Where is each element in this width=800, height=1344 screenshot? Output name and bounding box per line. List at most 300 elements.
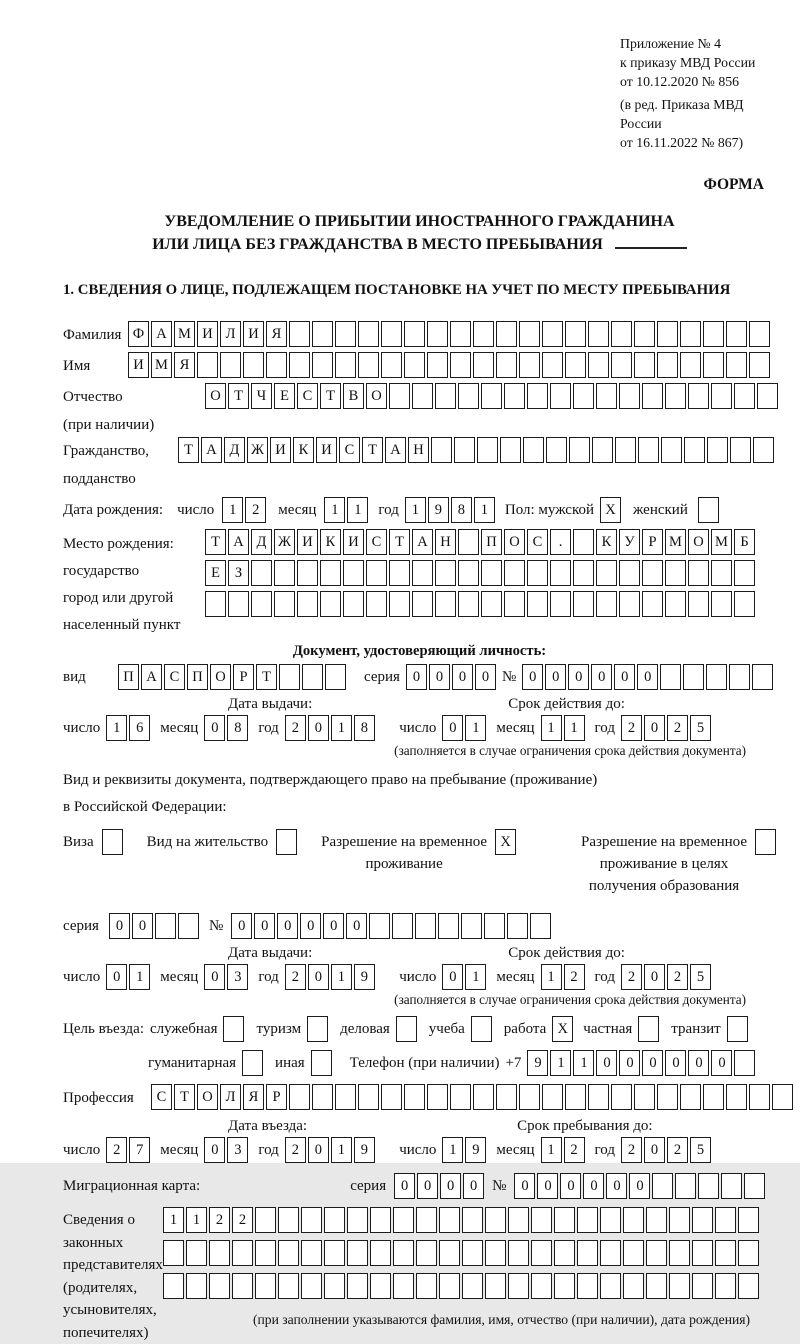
cell[interactable]: 1 — [541, 715, 562, 741]
cell[interactable]: С — [164, 664, 185, 690]
cell[interactable] — [163, 1240, 184, 1266]
cell[interactable]: 0 — [644, 715, 665, 741]
cell[interactable] — [278, 1207, 299, 1233]
cell[interactable]: И — [297, 529, 318, 555]
cell[interactable]: Н — [408, 437, 429, 463]
cell[interactable]: 0 — [568, 664, 589, 690]
cell[interactable] — [550, 383, 571, 409]
cell[interactable] — [197, 352, 218, 378]
cell[interactable]: 1 — [222, 497, 243, 523]
cell[interactable]: 9 — [527, 1050, 548, 1076]
cell[interactable] — [458, 383, 479, 409]
entry-day-cells[interactable] — [106, 1137, 150, 1163]
birthplace-cells-row1[interactable] — [205, 529, 755, 555]
permit-valid-month-cells[interactable] — [541, 964, 585, 990]
cell[interactable] — [278, 1273, 299, 1299]
cell[interactable] — [370, 1240, 391, 1266]
cell[interactable] — [507, 913, 528, 939]
cell[interactable]: 0 — [429, 664, 450, 690]
cell[interactable] — [527, 591, 548, 617]
cell[interactable] — [519, 1084, 540, 1110]
cell[interactable] — [623, 1207, 644, 1233]
cell[interactable]: 8 — [354, 715, 375, 741]
representatives-cells-row2[interactable] — [163, 1240, 759, 1266]
cell[interactable] — [297, 591, 318, 617]
residence-checkbox[interactable] — [276, 829, 297, 855]
cell[interactable]: 1 — [331, 1137, 352, 1163]
cell[interactable] — [749, 1084, 770, 1110]
gender-female-checkbox[interactable] — [698, 497, 719, 523]
cell[interactable]: 3 — [227, 964, 248, 990]
cell[interactable] — [772, 1084, 793, 1110]
cell[interactable] — [554, 1273, 575, 1299]
iddoc-series-cells[interactable] — [406, 664, 496, 690]
cell[interactable] — [255, 1240, 276, 1266]
cell[interactable]: Д — [251, 529, 272, 555]
cell[interactable]: А — [412, 529, 433, 555]
cell[interactable]: Я — [174, 352, 195, 378]
cell[interactable] — [435, 591, 456, 617]
cell[interactable] — [369, 913, 390, 939]
cell[interactable]: 1 — [541, 964, 562, 990]
cell[interactable] — [577, 1240, 598, 1266]
checkbox-cell[interactable]: X — [495, 829, 516, 855]
cell[interactable] — [611, 1084, 632, 1110]
cell[interactable] — [209, 1273, 230, 1299]
iddoc-valid-year-cells[interactable] — [621, 715, 711, 741]
cell[interactable] — [243, 352, 264, 378]
cell[interactable] — [473, 1084, 494, 1110]
cell[interactable] — [324, 1273, 345, 1299]
cell[interactable] — [588, 1084, 609, 1110]
cell[interactable] — [531, 1240, 552, 1266]
cell[interactable]: М — [711, 529, 732, 555]
cell[interactable] — [412, 560, 433, 586]
cell[interactable]: И — [270, 437, 291, 463]
purpose-private-checkbox[interactable] — [638, 1016, 659, 1042]
cell[interactable]: А — [151, 321, 172, 347]
cell[interactable] — [415, 913, 436, 939]
cell[interactable] — [484, 913, 505, 939]
cell[interactable] — [427, 321, 448, 347]
cell[interactable] — [370, 1207, 391, 1233]
cell[interactable] — [289, 1084, 310, 1110]
migration-number-cells[interactable] — [514, 1173, 765, 1199]
cell[interactable]: Я — [243, 1084, 264, 1110]
rvp-education-checkbox[interactable] — [755, 829, 776, 855]
cell[interactable] — [738, 1273, 759, 1299]
cell[interactable] — [634, 1084, 655, 1110]
cell[interactable] — [155, 913, 176, 939]
cell[interactable] — [205, 591, 226, 617]
cell[interactable]: 0 — [614, 664, 635, 690]
cell[interactable] — [485, 1207, 506, 1233]
cell[interactable] — [462, 1207, 483, 1233]
cell[interactable]: 2 — [285, 715, 306, 741]
cell[interactable]: 0 — [637, 664, 658, 690]
cell[interactable]: 0 — [106, 964, 127, 990]
cell[interactable]: П — [118, 664, 139, 690]
cell[interactable]: С — [527, 529, 548, 555]
cell[interactable] — [416, 1207, 437, 1233]
cell[interactable] — [542, 1084, 563, 1110]
cell[interactable]: 0 — [204, 964, 225, 990]
cell[interactable] — [523, 437, 544, 463]
cell[interactable] — [496, 321, 517, 347]
cell[interactable]: 1 — [564, 715, 585, 741]
checkbox-cell[interactable] — [307, 1016, 328, 1042]
cell[interactable] — [646, 1240, 667, 1266]
citizenship-cells[interactable] — [178, 437, 774, 463]
cell[interactable] — [312, 321, 333, 347]
cell[interactable] — [312, 1084, 333, 1110]
cell[interactable]: 0 — [346, 913, 367, 939]
birthplace-cells-row2[interactable] — [205, 560, 755, 586]
cell[interactable] — [366, 591, 387, 617]
cell[interactable] — [531, 1207, 552, 1233]
purpose-work-checkbox[interactable] — [552, 1016, 573, 1042]
cell[interactable] — [324, 1207, 345, 1233]
cell[interactable]: 2 — [285, 1137, 306, 1163]
cell[interactable] — [481, 591, 502, 617]
purpose-humanitarian-checkbox[interactable] — [242, 1050, 263, 1076]
cell[interactable]: Р — [233, 664, 254, 690]
checkbox-cell[interactable] — [755, 829, 776, 855]
entry-year-cells[interactable] — [285, 1137, 375, 1163]
cell[interactable]: 1 — [442, 1137, 463, 1163]
cell[interactable] — [729, 664, 750, 690]
permit-valid-day-cells[interactable] — [442, 964, 486, 990]
iddoc-issue-month-cells[interactable] — [204, 715, 248, 741]
cell[interactable] — [358, 1084, 379, 1110]
cell[interactable]: О — [504, 529, 525, 555]
cell[interactable] — [753, 437, 774, 463]
cell[interactable]: 0 — [665, 1050, 686, 1076]
cell[interactable] — [646, 1273, 667, 1299]
cell[interactable] — [588, 352, 609, 378]
cell[interactable] — [392, 913, 413, 939]
cell[interactable] — [688, 591, 709, 617]
checkbox-cell[interactable] — [242, 1050, 263, 1076]
cell[interactable] — [726, 1084, 747, 1110]
cell[interactable]: 3 — [227, 1137, 248, 1163]
cell[interactable] — [588, 321, 609, 347]
cell[interactable]: Ж — [274, 529, 295, 555]
cell[interactable]: 5 — [690, 715, 711, 741]
cell[interactable]: 0 — [308, 715, 329, 741]
checkbox-cell[interactable] — [311, 1050, 332, 1076]
cell[interactable]: К — [596, 529, 617, 555]
cell[interactable]: 2 — [245, 497, 266, 523]
checkbox-cell[interactable] — [102, 829, 123, 855]
cell[interactable] — [642, 560, 663, 586]
cell[interactable] — [660, 664, 681, 690]
cell[interactable] — [485, 1240, 506, 1266]
cell[interactable] — [508, 1273, 529, 1299]
cell[interactable]: Е — [205, 560, 226, 586]
cell[interactable] — [504, 591, 525, 617]
cell[interactable] — [251, 591, 272, 617]
cell[interactable]: С — [339, 437, 360, 463]
cell[interactable]: 8 — [451, 497, 472, 523]
cell[interactable] — [680, 1084, 701, 1110]
cell[interactable] — [665, 591, 686, 617]
cell[interactable] — [550, 591, 571, 617]
cell[interactable] — [565, 352, 586, 378]
cell[interactable] — [565, 1084, 586, 1110]
cell[interactable] — [669, 1240, 690, 1266]
permit-number-cells[interactable] — [231, 913, 551, 939]
cell[interactable]: 0 — [406, 664, 427, 690]
cell[interactable]: 2 — [621, 964, 642, 990]
cell[interactable]: А — [201, 437, 222, 463]
cell[interactable] — [669, 1207, 690, 1233]
cell[interactable] — [370, 1273, 391, 1299]
cell[interactable]: И — [243, 321, 264, 347]
cell[interactable] — [600, 1240, 621, 1266]
cell[interactable] — [531, 1273, 552, 1299]
cell[interactable] — [527, 560, 548, 586]
cell[interactable]: 9 — [354, 964, 375, 990]
cell[interactable] — [738, 1240, 759, 1266]
cell[interactable] — [297, 560, 318, 586]
cell[interactable] — [454, 437, 475, 463]
cell[interactable]: 0 — [537, 1173, 558, 1199]
cell[interactable]: 0 — [300, 913, 321, 939]
cell[interactable]: 0 — [591, 664, 612, 690]
cell[interactable] — [577, 1273, 598, 1299]
cell[interactable] — [504, 560, 525, 586]
phone-cells[interactable] — [527, 1050, 755, 1076]
iddoc-issue-year-cells[interactable] — [285, 715, 375, 741]
cell[interactable]: 0 — [204, 1137, 225, 1163]
cell[interactable] — [519, 321, 540, 347]
cell[interactable]: А — [228, 529, 249, 555]
cell[interactable] — [692, 1240, 713, 1266]
cell[interactable] — [730, 437, 751, 463]
checkbox-cell[interactable] — [223, 1016, 244, 1042]
cell[interactable] — [335, 1084, 356, 1110]
cell[interactable] — [450, 321, 471, 347]
cell[interactable]: Е — [274, 383, 295, 409]
cell[interactable] — [665, 383, 686, 409]
cell[interactable]: М — [665, 529, 686, 555]
cell[interactable]: О — [205, 383, 226, 409]
gender-male-checkbox[interactable] — [600, 497, 621, 523]
cell[interactable] — [577, 1207, 598, 1233]
cell[interactable] — [458, 560, 479, 586]
cell[interactable]: 5 — [690, 1137, 711, 1163]
cell[interactable]: Б — [734, 529, 755, 555]
cell[interactable] — [573, 591, 594, 617]
migration-series-cells[interactable] — [394, 1173, 484, 1199]
cell[interactable]: К — [293, 437, 314, 463]
cell[interactable] — [412, 591, 433, 617]
cell[interactable]: У — [619, 529, 640, 555]
cell[interactable] — [508, 1207, 529, 1233]
cell[interactable]: 2 — [209, 1207, 230, 1233]
cell[interactable] — [569, 437, 590, 463]
cell[interactable] — [734, 591, 755, 617]
cell[interactable] — [706, 664, 727, 690]
cell[interactable]: 0 — [204, 715, 225, 741]
cell[interactable]: 0 — [323, 913, 344, 939]
cell[interactable]: М — [151, 352, 172, 378]
iddoc-valid-month-cells[interactable] — [541, 715, 585, 741]
cell[interactable]: Т — [174, 1084, 195, 1110]
cell[interactable]: 2 — [667, 1137, 688, 1163]
cell[interactable]: 9 — [428, 497, 449, 523]
cell[interactable]: К — [320, 529, 341, 555]
permit-issue-month-cells[interactable] — [204, 964, 248, 990]
iddoc-valid-day-cells[interactable] — [442, 715, 486, 741]
cell[interactable] — [404, 321, 425, 347]
cell[interactable] — [320, 591, 341, 617]
cell[interactable] — [726, 352, 747, 378]
cell[interactable] — [178, 913, 199, 939]
cell[interactable] — [325, 664, 346, 690]
cell[interactable] — [642, 591, 663, 617]
cell[interactable] — [542, 321, 563, 347]
cell[interactable] — [358, 321, 379, 347]
cell[interactable] — [251, 560, 272, 586]
cell[interactable]: Ф — [128, 321, 149, 347]
cell[interactable] — [707, 437, 728, 463]
cell[interactable]: 5 — [690, 964, 711, 990]
cell[interactable]: Н — [435, 529, 456, 555]
cell[interactable] — [592, 437, 613, 463]
cell[interactable]: О — [210, 664, 231, 690]
entry-month-cells[interactable] — [204, 1137, 248, 1163]
cell[interactable]: И — [316, 437, 337, 463]
cell[interactable]: В — [343, 383, 364, 409]
cell[interactable]: Т — [320, 383, 341, 409]
cell[interactable] — [734, 1050, 755, 1076]
profession-cells[interactable] — [151, 1084, 793, 1110]
cell[interactable] — [669, 1273, 690, 1299]
cell[interactable]: 1 — [405, 497, 426, 523]
cell[interactable] — [473, 321, 494, 347]
cell[interactable] — [186, 1240, 207, 1266]
cell[interactable] — [381, 1084, 402, 1110]
cell[interactable]: 1 — [331, 715, 352, 741]
cell[interactable] — [255, 1207, 276, 1233]
cell[interactable] — [611, 321, 632, 347]
cell[interactable] — [642, 383, 663, 409]
cell[interactable] — [496, 352, 517, 378]
permit-issue-day-cells[interactable] — [106, 964, 150, 990]
cell[interactable]: 0 — [308, 964, 329, 990]
cell[interactable] — [657, 1084, 678, 1110]
cell[interactable]: Р — [266, 1084, 287, 1110]
cell[interactable] — [757, 383, 778, 409]
cell[interactable] — [301, 1273, 322, 1299]
cell[interactable] — [404, 1084, 425, 1110]
cell[interactable] — [381, 321, 402, 347]
cell[interactable]: . — [550, 529, 571, 555]
cell[interactable] — [404, 352, 425, 378]
cell[interactable]: 0 — [644, 1137, 665, 1163]
cell[interactable] — [435, 560, 456, 586]
visa-checkbox[interactable] — [102, 829, 123, 855]
cell[interactable] — [186, 1273, 207, 1299]
cell[interactable] — [711, 560, 732, 586]
surname-cells[interactable] — [128, 321, 770, 347]
cell[interactable] — [703, 321, 724, 347]
permit-issue-year-cells[interactable] — [285, 964, 375, 990]
cell[interactable] — [652, 1173, 673, 1199]
cell[interactable]: 0 — [560, 1173, 581, 1199]
birth-day-cells[interactable] — [222, 497, 266, 523]
cell[interactable] — [646, 1207, 667, 1233]
cell[interactable]: И — [128, 352, 149, 378]
cell[interactable] — [519, 352, 540, 378]
cell[interactable] — [692, 1207, 713, 1233]
cell[interactable] — [711, 383, 732, 409]
cell[interactable] — [462, 1240, 483, 1266]
cell[interactable] — [389, 591, 410, 617]
cell[interactable]: 0 — [619, 1050, 640, 1076]
cell[interactable] — [312, 352, 333, 378]
cell[interactable]: 2 — [285, 964, 306, 990]
cell[interactable] — [703, 352, 724, 378]
cell[interactable] — [389, 560, 410, 586]
cell[interactable] — [721, 1173, 742, 1199]
iddoc-number-cells[interactable] — [522, 664, 773, 690]
cell[interactable] — [439, 1273, 460, 1299]
cell[interactable]: 9 — [465, 1137, 486, 1163]
cell[interactable] — [458, 529, 479, 555]
representatives-cells-row3[interactable] — [163, 1273, 759, 1299]
cell[interactable] — [427, 1084, 448, 1110]
cell[interactable] — [734, 383, 755, 409]
cell[interactable]: 1 — [474, 497, 495, 523]
cell[interactable] — [393, 1273, 414, 1299]
cell[interactable]: И — [343, 529, 364, 555]
cell[interactable]: Т — [228, 383, 249, 409]
cell[interactable]: 0 — [132, 913, 153, 939]
cell[interactable] — [675, 1173, 696, 1199]
permit-valid-year-cells[interactable] — [621, 964, 711, 990]
cell[interactable] — [481, 560, 502, 586]
cell[interactable]: 0 — [394, 1173, 415, 1199]
purpose-business-checkbox[interactable] — [396, 1016, 417, 1042]
cell[interactable]: С — [366, 529, 387, 555]
cell[interactable] — [462, 1273, 483, 1299]
cell[interactable]: П — [187, 664, 208, 690]
cell[interactable]: 2 — [564, 1137, 585, 1163]
cell[interactable] — [527, 383, 548, 409]
cell[interactable] — [749, 352, 770, 378]
purpose-other-checkbox[interactable] — [311, 1050, 332, 1076]
cell[interactable]: 6 — [129, 715, 150, 741]
cell[interactable] — [302, 664, 323, 690]
cell[interactable] — [638, 437, 659, 463]
checkbox-cell[interactable] — [638, 1016, 659, 1042]
cell[interactable] — [289, 321, 310, 347]
cell[interactable] — [431, 437, 452, 463]
cell[interactable] — [680, 321, 701, 347]
cell[interactable]: 1 — [465, 964, 486, 990]
birthplace-cells-row3[interactable] — [205, 591, 755, 617]
cell[interactable] — [734, 560, 755, 586]
cell[interactable] — [573, 383, 594, 409]
cell[interactable] — [619, 560, 640, 586]
cell[interactable]: 8 — [227, 715, 248, 741]
cell[interactable] — [726, 321, 747, 347]
cell[interactable] — [232, 1240, 253, 1266]
cell[interactable]: 0 — [522, 664, 543, 690]
